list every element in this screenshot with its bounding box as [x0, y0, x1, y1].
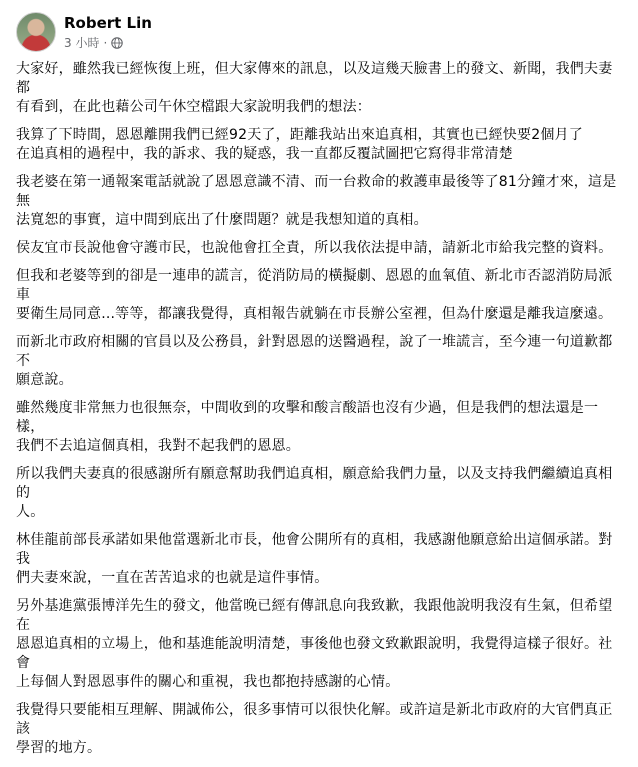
avatar[interactable]	[16, 12, 56, 52]
paragraph-line: 學習的地方。	[16, 740, 102, 756]
paragraph-line: 法寬恕的事實，這中間到底出了什麼問題？就是我想知道的真相。	[16, 212, 428, 228]
post-meta	[64, 14, 152, 51]
paragraph-line: 人。	[16, 504, 45, 520]
paragraph-line: 雖然幾度非常無力也很無奈，中間收到的攻擊和酸言酸語也沒有少過，但是我們的想法還是一樣，	[16, 400, 599, 435]
post-paragraph	[16, 465, 622, 522]
paragraph-line: 在追真相的過程中，我的訴求、我的疑惑，我一直都反覆試圖把它寫得非常清楚	[16, 146, 513, 162]
author-name[interactable]: Robert Lin	[64, 13, 152, 32]
paragraph-line: 上每個人對恩恩事件的關心和重視，我也都抱持感謝的心情。	[16, 674, 400, 690]
paragraph-line: 們夫妻來說，一直在苦苦追求的也就是這件事情。	[16, 570, 329, 586]
post-paragraph	[16, 126, 622, 164]
globe-icon	[111, 37, 123, 49]
post-paragraph	[16, 173, 622, 230]
post-paragraph	[16, 597, 622, 692]
post-body	[16, 60, 622, 767]
paragraph-line: 而新北市政府相關的官員以及公務員，針對恩恩的送醫過程，說了一堆謊言，至今連一句道歉都不	[16, 334, 613, 369]
post-paragraph	[16, 531, 622, 588]
post-paragraph	[16, 267, 622, 324]
post-paragraph	[16, 399, 622, 456]
paragraph-line: 但我和老婆等到的卻是一連串的謊言，從消防局的橫擬劇、恩恩的血氧值、新北市否認消防局派車	[16, 268, 613, 303]
post-paragraph	[16, 239, 622, 258]
paragraph-line: 願意說。	[16, 372, 73, 388]
paragraph-line: 有看到，在此也藉公司午休空檔跟大家說明我們的想法：	[16, 99, 371, 115]
paragraph-line: 我們不去追這個真相，我對不起我們的恩恩。	[16, 438, 300, 454]
post-paragraph	[16, 60, 622, 117]
paragraph-line: 林佳龍前部長承諾如果他當選新北市長，他會公開所有的真相，我感謝他願意給出這個承諾。對我	[16, 532, 613, 567]
post-header	[16, 12, 152, 52]
post-timestamp[interactable]: 3 小時	[64, 35, 100, 50]
paragraph-line: 另外基進黨張博洋先生的發文，他當晚已經有傳訊息向我致歉，我跟他說明我沒有生氣，但希望在	[16, 598, 613, 633]
post-subline	[64, 35, 152, 51]
paragraph-line: 恩恩追真相的立場上，他和基進能說明清楚，事後他也發文致歉跟說明，我覺得這樣子很好。社會	[16, 636, 613, 671]
paragraph-line: 大家好，雖然我已經恢復上班，但大家傳來的訊息，以及這幾天臉書上的發文、新聞，我們夫妻都	[16, 61, 613, 96]
paragraph-line: 要衛生局同意...等等，都讓我覺得，真相報告就躺在市長辦公室裡，但為什麼還是離我這麼遠。	[16, 306, 613, 322]
separator-dot: ·	[103, 35, 108, 50]
paragraph-line: 我覺得只要能相互理解、開誠佈公，很多事情可以很快化解。或許這是新北市政府的大官們真正該	[16, 702, 613, 737]
paragraph-line: 我老婆在第一通報案電話就說了恩恩意識不清、而一台救命的救護車最後等了81分鐘才來，這是無	[16, 174, 617, 209]
post-paragraph	[16, 333, 622, 390]
paragraph-line: 侯友宜市長說他會守護市民，也說他會扛全責，所以我依法提申請，請新北市給我完整的資料。	[16, 240, 613, 256]
paragraph-line: 我算了下時間，恩恩離開我們已經92天了，距離我站出來追真相，其實也已經快要2個月了	[16, 127, 583, 143]
post-paragraph	[16, 701, 622, 758]
paragraph-line: 所以我們夫妻真的很感謝所有願意幫助我們追真相，願意給我們力量，以及支持我們繼續追真相的	[16, 466, 613, 501]
